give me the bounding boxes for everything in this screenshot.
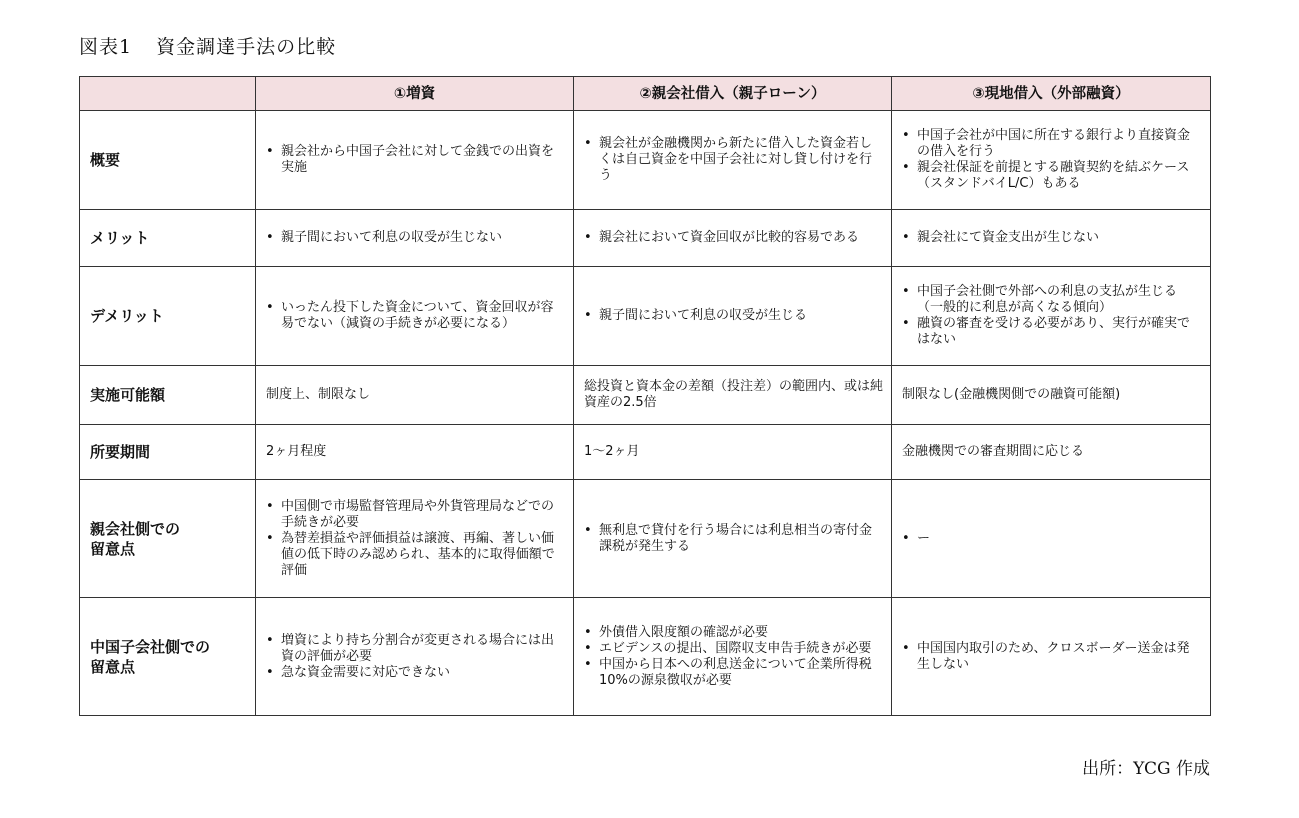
table-cell xyxy=(574,425,892,480)
cell-text: 総投資と資本金の差額（投注差）の範囲内、或は純資産の2.5倍 xyxy=(584,379,884,410)
bullet-item: • 親会社が金融機関から新たに借入した資金若しくは自己資金を中国子会社に対し貸し付けを行う xyxy=(582,136,883,184)
header-parent-loan: ②親会社借入（親子ローン） xyxy=(574,77,892,111)
table-cell xyxy=(574,480,892,598)
bullet-item: • 中国から日本への利息送金について企業所得税10%の源泉徴収が必要 xyxy=(582,657,883,689)
row-label-line: 留意点 xyxy=(90,539,136,558)
bullet-item: • いったん投下した資金について、資金回収が容易でない（減資の手続きが必要になる） xyxy=(264,300,565,332)
row-merits xyxy=(80,210,1211,267)
bullet-item: • 中国国内取引のため、クロスボーダー送金は発生しない xyxy=(900,641,1202,673)
bullet-item: • 親会社において資金回収が比較的容易である xyxy=(582,230,883,246)
row-demerits xyxy=(80,267,1211,366)
bullet-item: • 為替差損益や評価損益は譲渡、再編、著しい価値の低下時のみ認められ、基本的に取得価額で評価 xyxy=(264,531,565,579)
cell-text: 制度上、制限なし xyxy=(266,387,371,402)
table-cell xyxy=(256,267,574,366)
row-label-line: 留意点 xyxy=(90,657,136,676)
bullet-item: • 融資の審査を受ける必要があり、実行が確実ではない xyxy=(900,316,1202,348)
row-overview xyxy=(80,111,1211,210)
source-note: 出所：YCG 作成 xyxy=(1082,759,1210,779)
bullet-item: • 親会社から中国子会社に対して金銭での出資を実施 xyxy=(264,144,565,176)
table-cell xyxy=(256,366,574,425)
header-capital-increase: ①増資 xyxy=(256,77,574,111)
table-cell xyxy=(256,598,574,716)
table-cell xyxy=(256,210,574,267)
header-corner xyxy=(80,77,256,111)
row-subsidiary-notes xyxy=(80,598,1211,716)
bullet-item: • 親会社保証を前提とする融資契約を結ぶケース（スタンドバイL/C）もある xyxy=(900,160,1202,192)
row-label-line: 親会社側での xyxy=(90,519,181,538)
bullet-item: • ー xyxy=(900,531,1202,547)
header-local-borrowing: ③現地借入（外部融資） xyxy=(892,77,1211,111)
bullet-item: • 中国子会社が中国に所在する銀行より直接資金の借入を行う xyxy=(900,128,1202,160)
row-label xyxy=(80,480,256,598)
table-cell xyxy=(892,425,1211,480)
row-label: 実施可能額 xyxy=(80,366,256,425)
row-label: 所要期間 xyxy=(80,425,256,480)
cell-text: 制限なし(金融機関側での融資可能額) xyxy=(902,387,1121,402)
table-cell xyxy=(574,111,892,210)
cell-text: 1～2ヶ月 xyxy=(584,444,640,459)
table-cell xyxy=(574,366,892,425)
row-label: デメリット xyxy=(80,267,256,366)
cell-text: 金融機関での審査期間に応じる xyxy=(902,444,1085,459)
table-cell xyxy=(574,210,892,267)
figure-title xyxy=(79,32,336,59)
table-cell xyxy=(574,598,892,716)
cell-text: 2ヶ月程度 xyxy=(266,444,327,459)
bullet-item: • 急な資金需要に対応できない xyxy=(264,665,565,681)
table-cell xyxy=(892,366,1211,425)
header-row xyxy=(80,77,1211,111)
table-cell xyxy=(892,267,1211,366)
row-parent-notes xyxy=(80,480,1211,598)
bullet-item: • 外債借入限度額の確認が必要 xyxy=(582,625,883,641)
row-label-line: 中国子会社側での xyxy=(90,637,211,656)
table-cell xyxy=(892,111,1211,210)
table-cell xyxy=(574,267,892,366)
table-cell xyxy=(256,480,574,598)
bullet-item: • 中国子会社側で外部への利息の支払が生じる（一般的に利息が高くなる傾向） xyxy=(900,284,1202,316)
table-cell xyxy=(256,425,574,480)
bullet-item: • 増資により持ち分割合が変更される場合には出資の評価が必要 xyxy=(264,633,565,665)
table-cell xyxy=(892,598,1211,716)
row-label xyxy=(80,598,256,716)
table-cell xyxy=(256,111,574,210)
row-label: 概要 xyxy=(80,111,256,210)
bullet-item: • 親会社にて資金支出が生じない xyxy=(900,230,1202,246)
bullet-item: • エビデンスの提出、国際収支申告手続きが必要 xyxy=(582,641,883,657)
bullet-item: • 親子間において利息の収受が生じる xyxy=(582,308,883,324)
comparison-table xyxy=(79,76,1211,716)
bullet-item: • 中国側で市場監督管理局や外貨管理局などでの手続きが必要 xyxy=(264,499,565,531)
bullet-item: • 無利息で貸付を行う場合には利息相当の寄付金課税が発生する xyxy=(582,523,883,555)
table-cell xyxy=(892,480,1211,598)
bullet-item: • 親子間において利息の収受が生じない xyxy=(264,230,565,246)
figure-label: 図表1 xyxy=(79,36,133,58)
figure-caption: 資金調達手法の比較 xyxy=(156,36,337,58)
table-cell xyxy=(892,210,1211,267)
row-label: メリット xyxy=(80,210,256,267)
row-available-amount xyxy=(80,366,1211,425)
row-required-period xyxy=(80,425,1211,480)
